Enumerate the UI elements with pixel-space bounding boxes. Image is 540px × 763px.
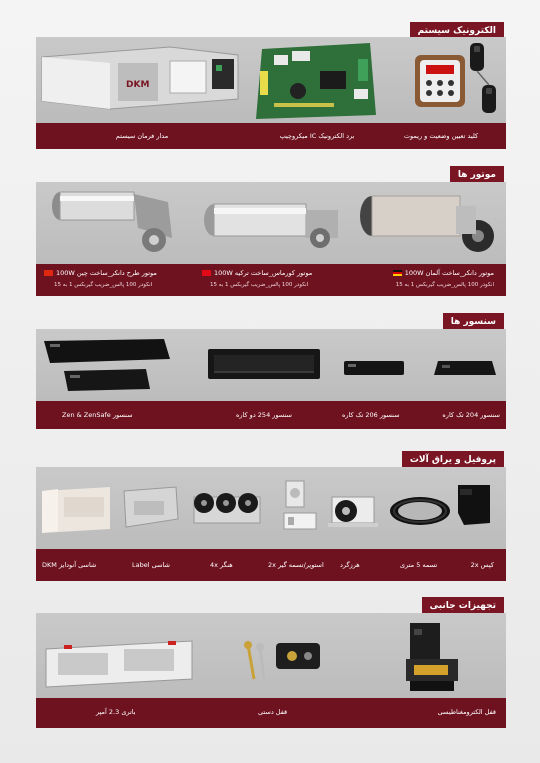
chassis-dkm-image	[40, 483, 112, 535]
label-bar-electronics	[36, 123, 506, 149]
panel-accessories	[36, 613, 506, 728]
label-sensor-254: سنسور 254 دو کاره	[236, 411, 292, 419]
circuit-board-image	[254, 41, 378, 121]
spec-motor-german: انکودر 100 پالس_ضریب گیربکس 1 به 15	[395, 282, 494, 288]
motor-german-image	[358, 190, 496, 256]
label-control-module: مدار فرمان سیستم	[115, 132, 169, 140]
hanger-image	[190, 487, 264, 533]
panel-profiles	[36, 467, 506, 581]
idler-pulley-image	[328, 493, 378, 529]
control-module-image	[40, 43, 240, 113]
belt-image	[388, 495, 452, 527]
stopper-image	[280, 479, 320, 535]
label-cover-cap: کپس 2x	[470, 561, 494, 569]
keypad-image	[412, 53, 468, 109]
china-flag-icon	[44, 270, 53, 276]
label-bar-sensors	[36, 401, 506, 429]
manual-lock-image	[240, 639, 324, 683]
label-motor-china: موتور طرح دانکر_ساخت چین 100W	[44, 269, 157, 277]
label-bar-motors	[36, 264, 506, 296]
label-sensor-206: سنسور 206 تک کاره	[342, 411, 400, 419]
motor-turkish-image	[202, 198, 352, 254]
battery-image	[44, 639, 194, 689]
label-motor-turkish: موتور کورماس_ساخت ترکیه 100W	[202, 269, 312, 277]
label-keypad-remote: کلید تعیین وضعیت و ریموت	[403, 132, 479, 140]
label-motor-german: موتور دانکر_ساخت آلمان 100W	[393, 269, 494, 277]
sensor-204-image	[434, 359, 496, 377]
chassis-label-image	[120, 485, 180, 529]
label-manual-lock: قفل دستی	[258, 708, 288, 716]
brand-logo: DKM	[126, 80, 150, 90]
cover-cap-image	[454, 483, 494, 527]
spec-motor-china: انکودر 100 پالس_ضریب گیربکس 1 به 15	[54, 282, 153, 288]
remote-control-image	[468, 41, 500, 117]
turkey-flag-icon	[202, 270, 211, 276]
germany-flag-icon	[393, 270, 402, 276]
section-title-accessories: تجهیزات جانبی	[422, 597, 504, 615]
label-chassis-label: شاسی Label	[132, 561, 170, 569]
section-title-profiles: پروفیل و یراق آلات	[402, 451, 504, 469]
label-stopper: استوپر/تسمه گیر 2x	[268, 561, 324, 569]
panel-electronics	[36, 37, 506, 149]
label-bar-accessories	[36, 698, 506, 728]
label-hanger: هنگر 4x	[210, 561, 233, 569]
section-title-electronics: الکترونیک سیستم	[410, 22, 504, 40]
sensor-zen-image	[42, 335, 170, 393]
label-bar-profiles	[36, 549, 506, 581]
panel-motors	[36, 182, 506, 296]
label-circuit-board: برد الکترونیک IC میکروچیپ	[279, 132, 355, 140]
electromagnetic-lock-image	[404, 619, 460, 695]
sensor-254-image	[208, 349, 320, 379]
sensor-206-image	[344, 359, 404, 377]
label-belt: تسمه 5 متری	[400, 561, 438, 569]
label-chassis-dkm: شاسی آنودایز DKM	[42, 561, 97, 569]
label-electromagnetic-lock: قفل الکترومغناطیسی	[437, 708, 496, 716]
label-battery: باتری 2.3 آمپر	[96, 708, 136, 716]
section-title-sensors: سنسور ها	[443, 313, 504, 331]
label-idler-pulley: هرزگرد	[340, 561, 360, 569]
label-sensor-zen: سنسور Zen & ZenSafe	[62, 411, 133, 419]
label-sensor-204: سنسور 204 تک کاره	[442, 411, 500, 419]
section-title-motors: موتور ها	[450, 166, 504, 184]
motor-china-image	[48, 188, 188, 256]
spec-motor-turkish: انکودر 100 پالس_ضریب گیربکس 1 به 15	[210, 282, 309, 288]
panel-sensors	[36, 329, 506, 429]
